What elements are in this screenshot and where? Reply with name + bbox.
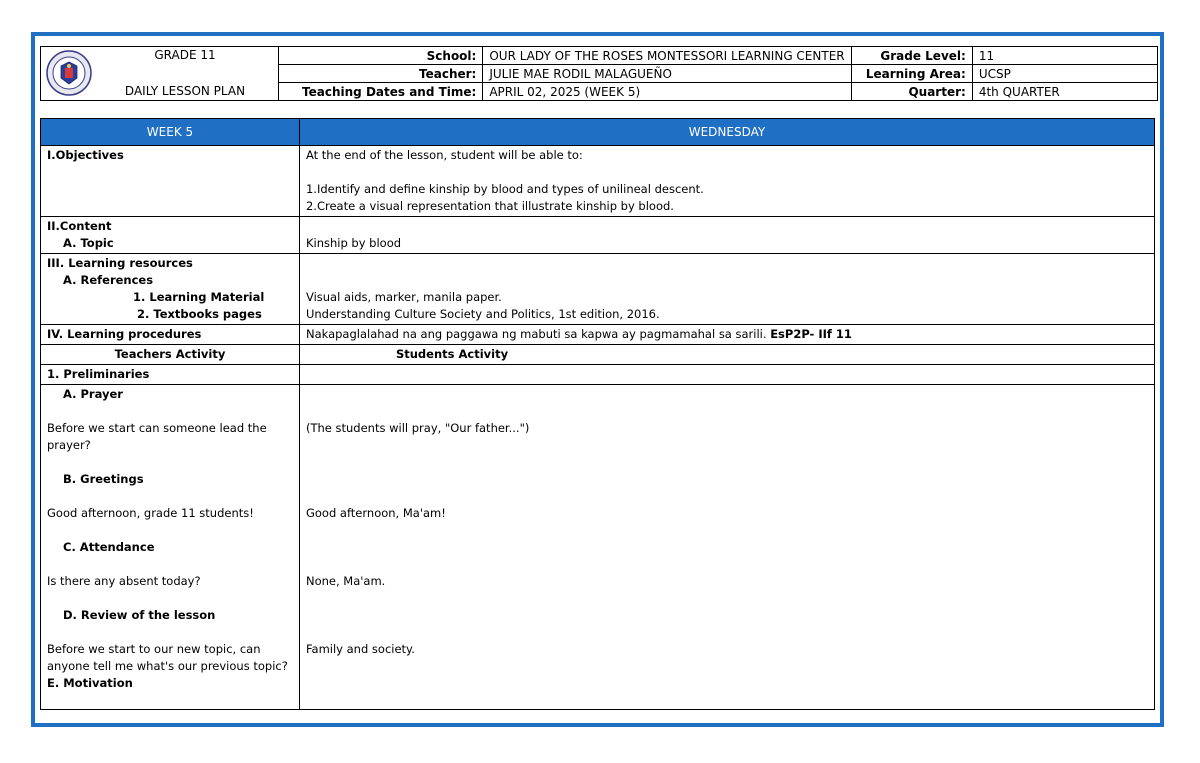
review-label: D. Review of the lesson bbox=[63, 608, 216, 622]
quarter-label: Quarter: bbox=[851, 83, 972, 101]
activities-row bbox=[41, 385, 1155, 710]
learning-area-label: Learning Area: bbox=[851, 65, 972, 83]
plan-title: DAILY LESSON PLAN bbox=[124, 84, 246, 98]
objectives-intro: At the end of the lesson, student will be able to: bbox=[305, 148, 583, 162]
textbook-value: Understanding Culture Society and Politics, 1st edition, 2016. bbox=[305, 307, 660, 321]
objectives-label: I.Objectives bbox=[47, 148, 124, 162]
attendance-teacher: Is there any absent today? bbox=[47, 574, 201, 588]
objective-2: 2.Create a visual representation that illustrate kinship by blood. bbox=[305, 199, 674, 213]
topic-label: A. Topic bbox=[63, 236, 114, 250]
material-label: 1. Learning Material bbox=[133, 290, 265, 304]
review-teacher-line2: anyone tell me what's our previous topic? bbox=[47, 659, 288, 673]
procedures-value: Nakapaglalahad na ang paggawa ng mabuti sa kapwa ay pagmamahal sa sarili. bbox=[305, 327, 767, 341]
motivation-label: E. Motivation bbox=[47, 676, 133, 690]
review-teacher-line1: Before we start to our new topic, can bbox=[47, 642, 261, 656]
prayer-label: A. Prayer bbox=[63, 387, 123, 401]
procedures-label: IV. Learning procedures bbox=[47, 327, 202, 341]
activity-header-row bbox=[41, 345, 1155, 365]
table-header-row bbox=[41, 119, 1155, 146]
resources-label: III. Learning resources bbox=[47, 256, 193, 270]
greetings-teacher: Good afternoon, grade 11 students! bbox=[47, 506, 254, 520]
procedures-row bbox=[41, 325, 1155, 345]
header-row-teacher bbox=[279, 65, 1158, 83]
attendance-label: C. Attendance bbox=[63, 540, 155, 554]
grade-level-label: Grade Level: bbox=[851, 47, 972, 65]
objective-1: 1.Identify and define kinship by blood and types of unilineal descent. bbox=[305, 182, 704, 196]
teacher-value: JULIE MAE RODIL MALAGUEÑO bbox=[483, 65, 851, 83]
grade-title: GRADE 11 bbox=[154, 48, 216, 62]
students-activity-header: Students Activity bbox=[395, 347, 509, 361]
deped-seal-icon bbox=[46, 50, 92, 96]
grade-level-value: 11 bbox=[972, 47, 1157, 65]
prayer-teacher-line1: Before we start can someone lead the bbox=[47, 421, 267, 435]
preliminaries-row bbox=[41, 365, 1155, 385]
attendance-student: None, Ma'am. bbox=[305, 574, 386, 588]
learning-area-value: UCSP bbox=[972, 65, 1157, 83]
lesson-plan-table bbox=[40, 118, 1155, 710]
day-header: WEDNESDAY bbox=[299, 119, 1154, 146]
resources-row bbox=[41, 254, 1155, 325]
material-value: Visual aids, marker, manila paper. bbox=[305, 290, 502, 304]
prayer-teacher-line2: prayer? bbox=[47, 438, 91, 452]
quarter-value: 4th QUARTER bbox=[972, 83, 1157, 101]
objectives-row bbox=[41, 146, 1155, 217]
school-label: School: bbox=[279, 47, 483, 65]
header-row-dates bbox=[279, 83, 1158, 101]
review-student: Family and society. bbox=[305, 642, 415, 656]
textbook-label: 2. Textbooks pages bbox=[137, 307, 262, 321]
teacher-label: Teacher: bbox=[279, 65, 483, 83]
header-info-table bbox=[278, 46, 1158, 101]
preliminaries-label: 1. Preliminaries bbox=[47, 367, 150, 381]
dates-label: Teaching Dates and Time: bbox=[279, 83, 483, 101]
week-header: WEEK 5 bbox=[41, 119, 300, 146]
dates-value: APRIL 02, 2025 (WEEK 5) bbox=[483, 83, 851, 101]
procedures-code: EsP2P- IIf 11 bbox=[770, 327, 852, 341]
content-label: II.Content bbox=[47, 219, 112, 233]
prayer-student: (The students will pray, "Our father...") bbox=[305, 421, 530, 435]
teachers-activity-header: Teachers Activity bbox=[114, 347, 226, 361]
content-row bbox=[41, 217, 1155, 254]
header-row-school bbox=[279, 47, 1158, 65]
references-label: A. References bbox=[63, 273, 154, 287]
greetings-student: Good afternoon, Ma'am! bbox=[305, 506, 446, 520]
topic-value: Kinship by blood bbox=[305, 236, 402, 250]
school-value: OUR LADY OF THE ROSES MONTESSORI LEARNING CENTER bbox=[483, 47, 851, 65]
greetings-label: B. Greetings bbox=[63, 472, 144, 486]
